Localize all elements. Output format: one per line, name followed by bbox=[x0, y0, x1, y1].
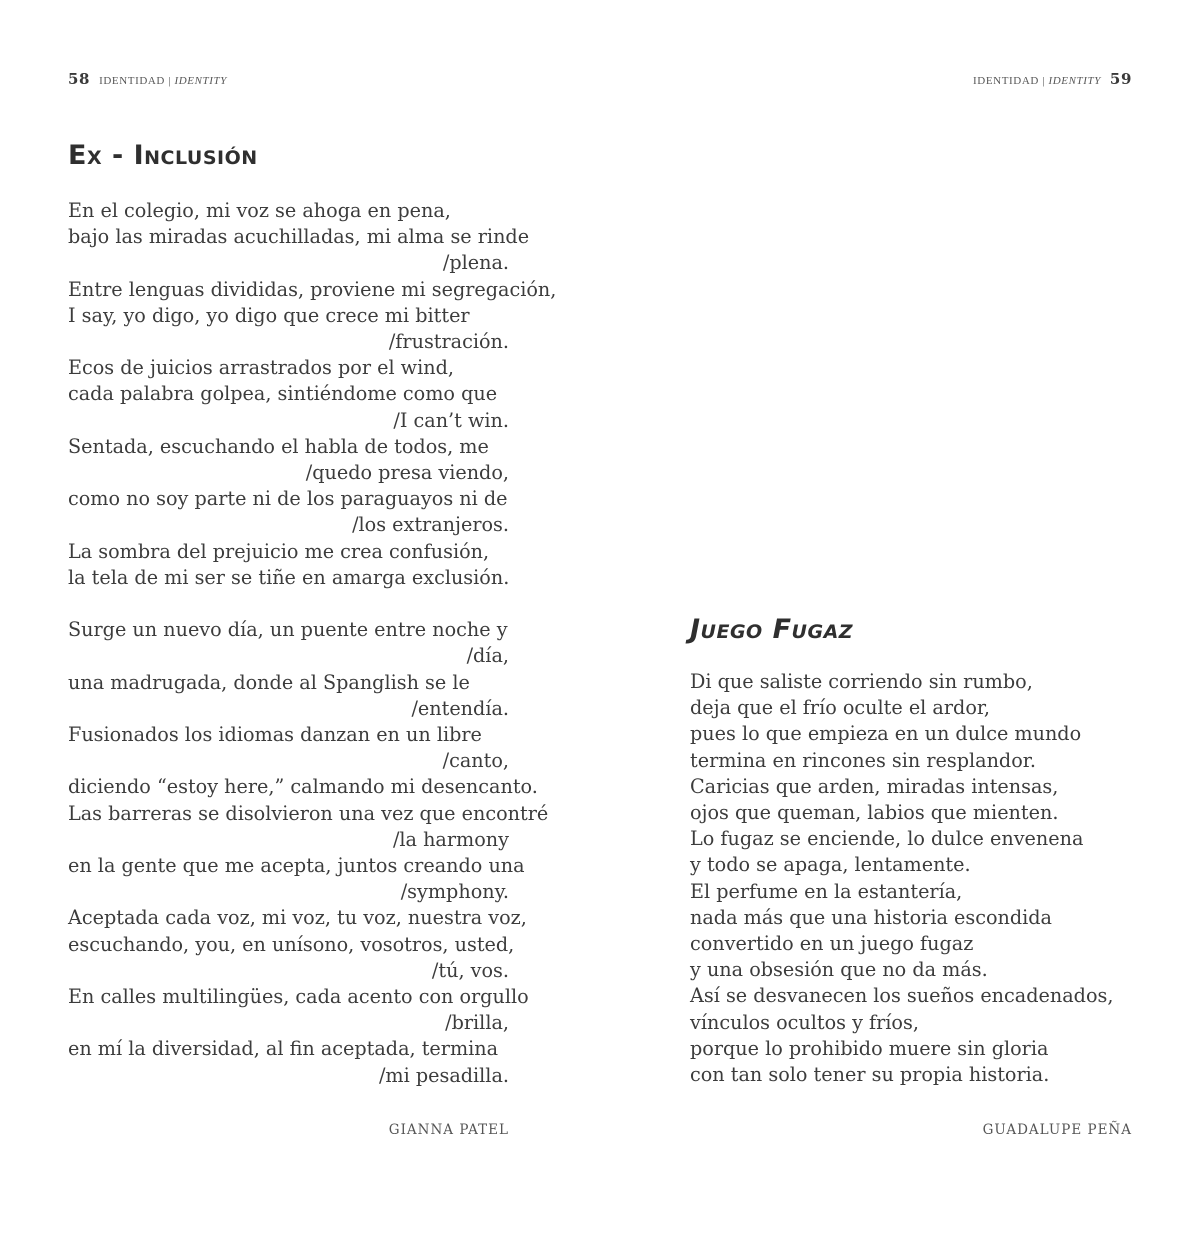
poem-line: y una obsesión que no da más. bbox=[690, 958, 988, 982]
left-page-header bbox=[68, 70, 227, 88]
right-section-label: IDENTIDAD | IDENTITY bbox=[973, 75, 1101, 87]
poem-line: Sentada, escuchando el habla de todos, me bbox=[68, 434, 489, 458]
poem-line: /frustración. bbox=[388, 330, 509, 354]
right-section-es: IDENTIDAD bbox=[973, 75, 1039, 87]
poem-line: Ecos de juicios arrastrados por el wind, bbox=[68, 356, 454, 380]
poem-line: /brilla, bbox=[445, 1011, 509, 1035]
poem-line: /canto, bbox=[442, 749, 509, 773]
poem-line: /I can’t win. bbox=[393, 408, 509, 432]
poem-line: una madrugada, donde al Spanglish se le bbox=[68, 670, 470, 694]
poem-line: En calles multilingües, cada acento con orgullo bbox=[68, 985, 529, 1009]
poem-line: en mí la diversidad, al fin aceptada, termina bbox=[68, 1037, 499, 1061]
poem-line: como no soy parte ni de los paraguayos ni de bbox=[68, 487, 508, 511]
stanza-break bbox=[68, 591, 509, 617]
poem-line: ojos que queman, labios que mienten. bbox=[690, 801, 1059, 825]
left-section-label: IDENTIDAD | IDENTITY bbox=[99, 75, 227, 87]
poem-line: /tú, vos. bbox=[431, 958, 509, 982]
poem-line: Así se desvanecen los sueños encadenados, bbox=[690, 984, 1114, 1008]
poem-line: Surge un nuevo día, un puente entre noche y bbox=[68, 618, 508, 642]
poem-line: la tela de mi ser se tiñe en amarga exclusión. bbox=[68, 565, 510, 589]
poem-line: /mi pesadilla. bbox=[378, 1063, 509, 1087]
poem-line: y todo se apaga, lentamente. bbox=[690, 853, 971, 877]
poem-line: escuchando, you, en unísono, vosotros, usted, bbox=[68, 932, 515, 956]
poem-body-ex-inclusion bbox=[68, 198, 557, 1089]
poem-line: con tan solo tener su propia historia. bbox=[690, 1063, 1050, 1087]
left-section-es: IDENTIDAD bbox=[99, 75, 165, 87]
poem-line: porque lo prohibido muere sin gloria bbox=[690, 1036, 1049, 1060]
poem-body-juego-fugaz bbox=[690, 669, 1131, 1088]
poem-title-juego-fugaz: Juego Fugaz bbox=[690, 614, 854, 645]
poem-title-ex-inclusion: Ex - Inclusión bbox=[68, 140, 258, 171]
left-section-en: IDENTITY bbox=[174, 75, 227, 87]
poem-line: termina en rincones sin resplandor. bbox=[690, 748, 1036, 772]
poem-line: Di que saliste corriendo sin rumbo, bbox=[690, 670, 1033, 693]
poem-line: /quedo presa viendo, bbox=[305, 461, 509, 485]
poem-line: En el colegio, mi voz se ahoga en pena, bbox=[68, 199, 451, 222]
poem-line: Las barreras se disolvieron una vez que encontré bbox=[68, 801, 549, 825]
poem-line: diciendo “estoy here,” calmando mi desencanto. bbox=[68, 775, 538, 799]
right-page-number: 59 bbox=[1109, 70, 1132, 88]
right-section-en: IDENTITY bbox=[1048, 75, 1101, 87]
poem-line: Aceptada cada voz, mi voz, tu voz, nuestra voz, bbox=[68, 906, 527, 930]
poem-line: pues lo que empieza en un dulce mundo bbox=[690, 722, 1082, 746]
poem-author-guadalupe-pena: GUADALUPE PEÑA bbox=[982, 1122, 1132, 1138]
poem-line: vínculos ocultos y fríos, bbox=[690, 1010, 919, 1034]
poem-line: La sombra del prejuicio me crea confusión, bbox=[68, 539, 490, 563]
poem-line: /plena. bbox=[442, 251, 509, 275]
poem-line: Fusionados los idiomas danzan en un libre bbox=[68, 723, 482, 747]
poem-line: cada palabra golpea, sintiéndome como que bbox=[68, 382, 498, 406]
poem-line: en la gente que me acepta, juntos creando una bbox=[68, 854, 525, 878]
poem-author-gianna-patel: GIANNA PATEL bbox=[388, 1122, 509, 1138]
poem-line: El perfume en la estantería, bbox=[690, 879, 963, 903]
poem-line: deja que el frío oculte el ardor, bbox=[690, 696, 991, 720]
poem-line: /symphony. bbox=[400, 880, 509, 904]
poem-line: /entendía. bbox=[411, 696, 509, 720]
right-page-header bbox=[973, 70, 1132, 88]
poem-line: Entre lenguas divididas, proviene mi segregación, bbox=[68, 277, 557, 301]
left-page-number: 58 bbox=[68, 70, 91, 88]
poem-line: /día, bbox=[466, 644, 509, 668]
poem-line: nada más que una historia escondida bbox=[690, 905, 1052, 929]
poem-line: /los extranjeros. bbox=[352, 513, 509, 537]
poem-line: Lo fugaz se enciende, lo dulce envenena bbox=[690, 827, 1084, 851]
poem-line: convertido en un juego fugaz bbox=[690, 932, 974, 956]
poem-line: Caricias que arden, miradas intensas, bbox=[690, 774, 1059, 798]
poem-line: I say, yo digo, yo digo que crece mi bitter bbox=[68, 303, 470, 327]
poem-line: /la harmony bbox=[392, 827, 509, 851]
poem-line: bajo las miradas acuchilladas, mi alma se rinde bbox=[68, 225, 530, 249]
